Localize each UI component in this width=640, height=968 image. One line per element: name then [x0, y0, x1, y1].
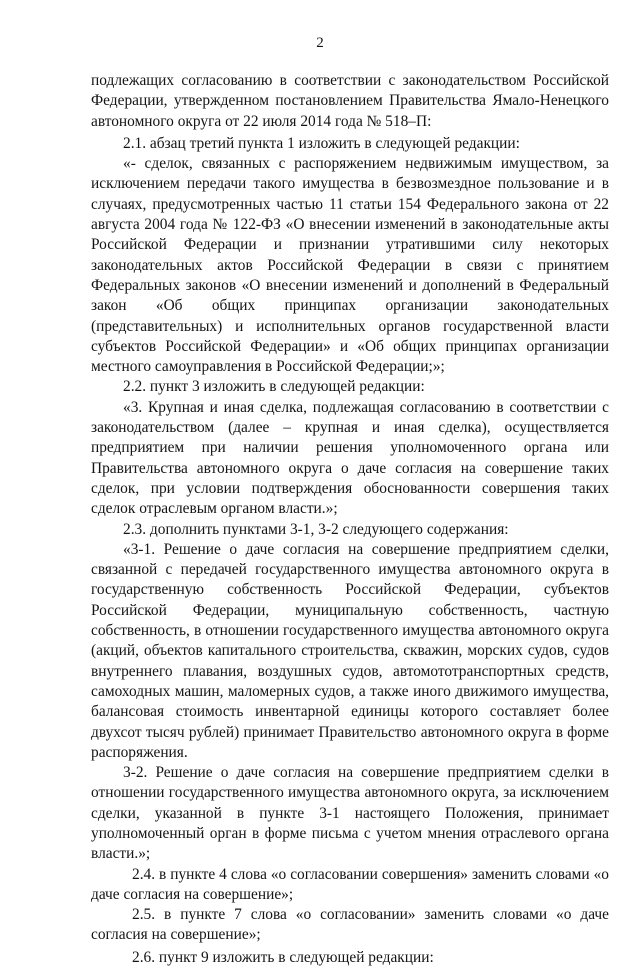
- paragraph-2-1: 2.1. абзац третий пункта 1 изложить в следующей редакции:: [123, 134, 520, 152]
- paragraph-2-4: 2.4. в пункте 4 слова «о согласовании совершения» заменить словами «о даче согласия на совершение»;: [91, 865, 609, 903]
- paragraph-2-3: 2.3. дополнить пунктами 3-1, 3-2 следующего содержания:: [123, 520, 509, 538]
- paragraph-2-2: 2.2. пункт 3 изложить в следующей редакции:: [123, 378, 425, 396]
- paragraph-2-1-text: «- сделок, связанных с распоряжением недвижимым имуществом, за исключением передачи такого имущества в безвозмездное пользование и в случаях, предусмотренных частью 11 статьи 154 Федерального закона от 22 августа 2004 года № 122-ФЗ «О внесении изменений в законодательные акты Российской Федерации и признании утратившими силу некоторых законодательных актов Российской Федерации в связи с принятием Федеральных законов «О внесении изменений и дополнений в Федеральный закон «Об общих принципах организации законодательных (представительных) и исполнительных органов государственной власти субъектов Российской Федерации» и «Об общих принципах организации местного самоуправления в Российской Федерации;»;: [91, 155, 609, 376]
- paragraph-2-5: 2.5. в пункте 7 слова «о согласовании» заменить словами «о даче согласия на совершение»;: [91, 906, 609, 944]
- paragraph-2-6: 2.6. пункт 9 изложить в следующей редакции:: [132, 948, 434, 966]
- paragraph-intro: подлежащих согласованию в соответствии с законодательством Российской Федерации, утвержденном постановлением Правительства Ямало-Ненецкого автономного округа от 22 июля 2014 года № 518–П:: [91, 72, 609, 130]
- paragraph-2-2-text: «3. Крупная и иная сделка, подлежащая согласованию в соответствии с законодательством (далее – крупная и иная сделка), осуществляется предприятием при наличии решения уполномоченного органа или Правительства автономного округа о даче согласия на совершение таких сделок, при условии подтверждения обоснованности совершения таких сделок отраслевым органом власти.»;: [91, 398, 609, 518]
- paragraph-3-2: 3-2. Решение о даче согласия на совершение предприятием сделки в отношении государственного имущества автономного округа, за исключением сделки, указанной в пункте 3-1 настоящего Положения, принимает уполномоченный орган в форме письма с учетом мнения отраслевого органа власти.»;: [91, 764, 609, 863]
- page-number: 2: [316, 35, 324, 51]
- paragraph-3-1: «3-1. Решение о даче согласия на совершение предприятием сделки, связанной с передачей государственного имущества автономного округа в государственную собственность Российской Федерации, субъектов Российской Федерации, муниципальную собственность, частную собственность, в отношении государственного имущества автономного округа (акций, объектов капитального строительства, скважин, морских судов, судов внутреннего плавания, воздушных судов, автомототранспортных средств, самоходных машин, маломерных судов, а также иного движимого имущества, балансовая стоимость инвентарной единицы которого составляет более двухсот тысяч рублей) принимает Правительство автономного округа в форме распоряжения.: [91, 540, 609, 761]
- document-body: [91, 71, 609, 968]
